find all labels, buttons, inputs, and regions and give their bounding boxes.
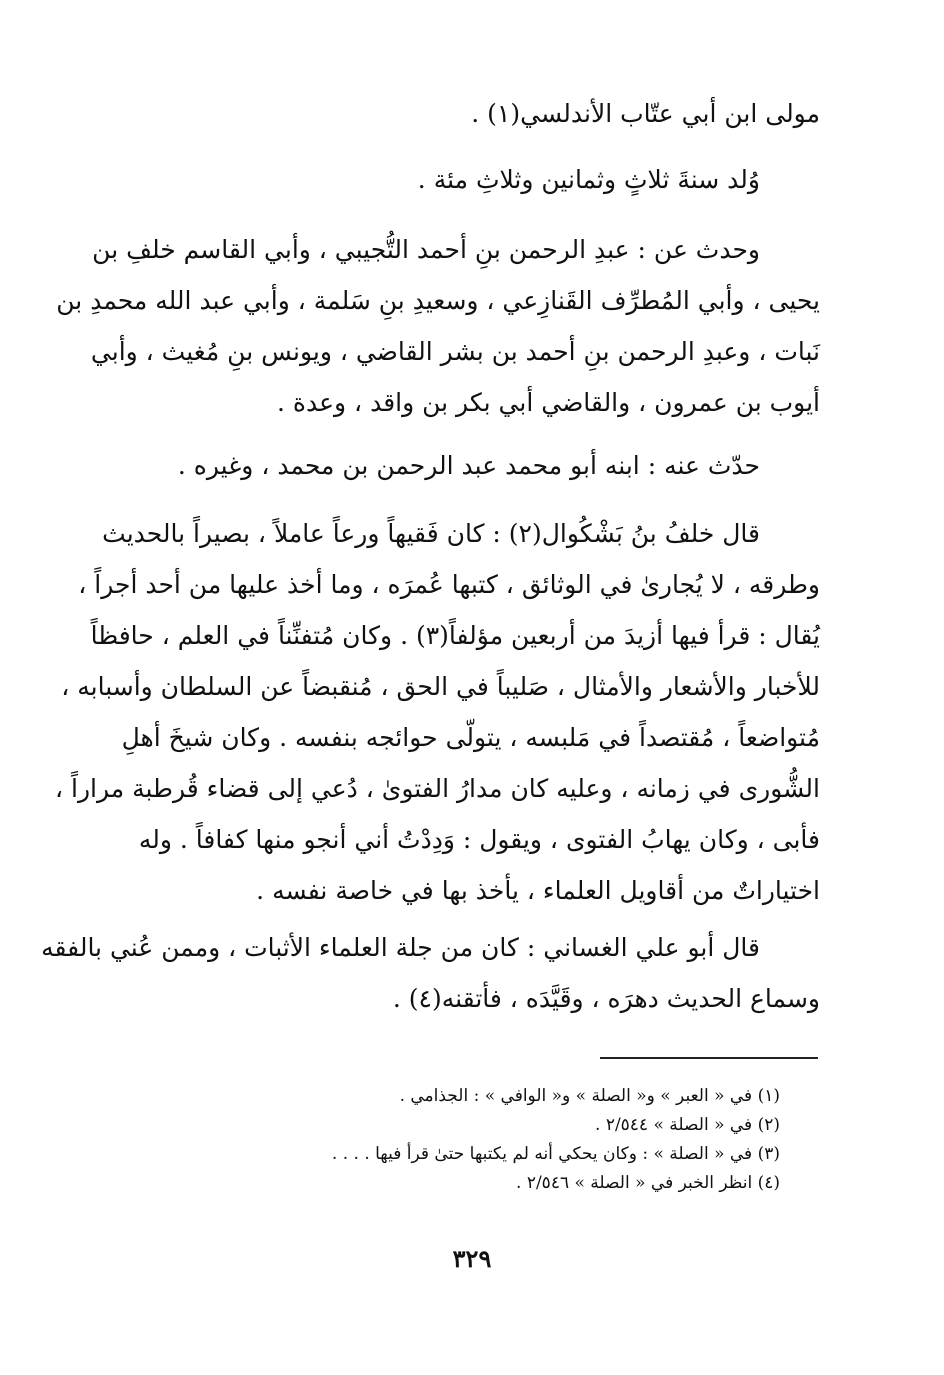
paragraph-4 [150,440,820,491]
footnote: (١) في « العبر » و« الصلة » و« الوافي » : الجذامي . [399,1086,780,1106]
page-number: ٣٢٩ [452,1244,492,1273]
text-line: مُتواضعاً ، مُقتصداً في مَلبسه ، يتولّى حوائجه بنفسه . وكان شيخَ أهلِ [121,723,820,752]
text-line: وُلد سنةَ ثلاثٍ وثمانين وثلاثِ مئة . [417,165,760,194]
text-line: وطرقه ، لا يُجارىٰ في الوثائق ، كتبها عُمرَه ، وما أخذ عليها من أحد أجراً ، [78,570,820,599]
text-line: فأبى ، وكان يهابُ الفتوى ، ويقول : وَدِدْتُ أني أنجو منها كفافاً . وله [138,825,820,854]
text-line: وحدث عن : عبدِ الرحمن بنِ أحمد التُّجيبي ، وأبي القاسم خلفِ بن [92,235,760,264]
text-line: للأخبار والأشعار والأمثال ، صَليباً في الحق ، مُنقبضاً عن السلطان وأسبابه ، [61,672,820,701]
text-line: يحيى ، وأبي المُطرِّف القَنازِعي ، وسعيدِ بنِ سَلمة ، وأبي عبد الله محمدِ بن [56,286,820,315]
text-line: قال خلفُ بنُ بَشْكُوال(٢) : كان فَقيهاً ورعاً عاملاً ، بصيراً بالحديث [102,519,760,548]
text-line: اختياراتٌ من أقاويل العلماء ، يأخذ بها في خاصة نفسه . [256,876,820,905]
text-line: يُقال : قرأ فيها أزيدَ من أربعين مؤلفاً(٣) . وكان مُتفنِّناً في العلم ، حافظاً [90,621,820,650]
paragraph-6 [41,922,820,1024]
text-line: الشُّورى في زمانه ، وعليه كان مدارُ الفتوىٰ ، دُعي إلى قضاء قُرطبة مراراً ، [54,774,820,803]
text-line: قال أبو علي الغساني : كان من جلة العلماء الأثبات ، وممن عُني بالفقه [41,933,760,962]
footnote: (٢) في « الصلة » ٢/٥٤٤ . [595,1115,780,1135]
paragraph-5 [54,508,820,916]
footnotes [331,1082,780,1198]
paragraph-2 [150,154,820,205]
footnote: (٣) في « الصلة » : وكان يحكي أنه لم يكتبها حتىٰ قرأ فيها . . . . [331,1144,780,1164]
footnote: (٤) انظر الخبر في « الصلة » ٢/٥٤٦ . [516,1173,780,1193]
text-line: مولى ابن أبي عتّاب الأندلسي(١) . [471,99,820,128]
paragraph-1 [150,88,820,139]
text-line: نَبات ، وعبدِ الرحمن بنِ أحمد بن بشر القاضي ، ويونس بنِ مُغيث ، وأبي [90,337,820,366]
text-line: أيوب بن عمرون ، والقاضي أبي بكر بن واقد ، وعدة . [277,388,820,417]
text-line: وسماع الحديث دهرَه ، وقَيَّدَه ، فأتقنه(٤) . [392,984,820,1013]
paragraph-3 [56,224,820,428]
footnote-divider [600,1057,818,1059]
text-line: حدّث عنه : ابنه أبو محمد عبد الرحمن بن محمد ، وغيره . [177,451,760,480]
